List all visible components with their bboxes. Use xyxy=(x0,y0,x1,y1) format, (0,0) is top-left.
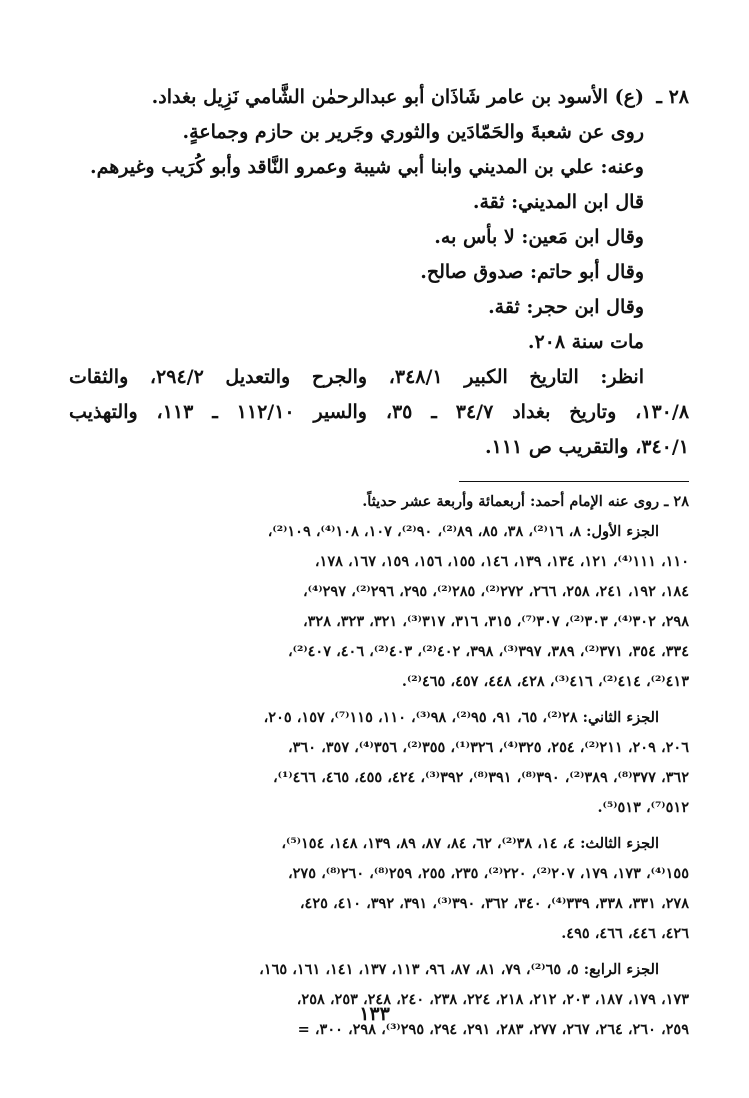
footnote-line: ٢٥٩، ٢٦٠، ٢٦٤، ٢٦٧، ٢٧٧، ٢٨٣، ٢٩١، ٢٩٤، ٢٩٥⁽³⁾، ٢٩٨، ٣٠٠، = xyxy=(297,1021,689,1038)
footnote-line: ١٧٣، ١٧٩، ١٨٧، ٢٠٣، ٢١٢، ٢١٨، ٢٢٤، ٢٣٨، ٢٤٠، ٢٤٨، ٢٥٣، ٢٥٨، xyxy=(296,991,689,1008)
footnote-line: ١٥٥⁽⁴⁾، ١٧٣، ١٧٩، ٢٠٧⁽²⁾، ٢٢٠⁽²⁾، ٢٣٥، ٢٥٥، ٢٥٩⁽⁸⁾، ٢٦٠⁽⁸⁾، ٢٧٥، xyxy=(287,865,689,882)
footnote-intro: ٢٨ ـ روى عنه الإمام أحمد: أربعمائة وأربعة عشر حديثاً. xyxy=(362,493,689,510)
references-line: انظر: التاريخ الكبير ٣٤٨/١، والجرح والتعديل ٢٩٤/٢، والثقات xyxy=(69,366,645,388)
entry-line: وقال أبو حاتم: صدوق صالح. xyxy=(420,261,644,283)
footnote xyxy=(59,487,689,1045)
footnote-line: ٥١٢⁽⁷⁾، ٥١٣⁽⁵⁾. xyxy=(597,799,689,816)
footnote-line: الجزء الأول: ٨، ١٦⁽²⁾، ٣٨، ٨٥، ٨٩⁽²⁾، ٩٠⁽²⁾، ١٠٧، ١٠٨⁽⁴⁾، ١٠٩⁽²⁾، xyxy=(267,523,659,540)
references-line: ٣٤٠/١، والتقريب ص ١١١. xyxy=(485,436,689,458)
footnote-line: ١١٠، ١١١⁽⁴⁾، ١٢١، ١٣٤، ١٣٩، ١٤٦، ١٥٥، ١٥٦، ١٥٩، ١٦٧، ١٧٨، xyxy=(314,553,689,570)
footnote-line: ٣٦٢، ٣٧٧⁽⁸⁾، ٣٨٩⁽²⁾، ٣٩٠⁽⁸⁾، ٣٩١⁽⁸⁾، ٣٩٢⁽³⁾، ٤٢٤، ٤٥٥، ٤٦٥، ٤٦٦⁽¹⁾، xyxy=(272,769,689,786)
biography-entry xyxy=(69,80,689,465)
entry-heading-line xyxy=(69,80,689,115)
page-number: ١٣٣ xyxy=(359,1003,390,1025)
footnote-line: ٤٢٦، ٤٤٦، ٤٦٦، ٤٩٥. xyxy=(561,925,689,942)
footnote-divider xyxy=(459,481,689,482)
footnote-line: ١٨٤، ١٩٢، ٢٤١، ٢٥٨، ٢٦٦، ٢٧٢⁽²⁾، ٢٨٥⁽²⁾، ٢٩٥، ٢٩٦⁽²⁾، ٢٩٧⁽⁴⁾، xyxy=(302,583,689,600)
footnote-line: الجزء الثالث: ٤، ١٤، ٣٨⁽²⁾، ٦٢، ٨٤، ٨٧، ٨٩، ١٣٩، ١٤٨، ١٥٤⁽⁵⁾، xyxy=(281,835,659,852)
footnote-line: ٢٧٨، ٣٣١، ٣٣٨، ٣٣٩⁽⁴⁾، ٣٤٠، ٣٦٢، ٣٩٠⁽³⁾، ٣٩١، ٣٩٢، ٤١٠، ٤٢٥، xyxy=(299,895,689,912)
entry-line: وقال ابن حجر: ثقة. xyxy=(488,296,644,318)
footnote-line: ٢٩٨، ٣٠٢⁽⁴⁾، ٣٠٣⁽²⁾، ٣٠٧⁽⁷⁾، ٣١٥، ٣١٦، ٣١٧⁽³⁾، ٣٢١، ٣٢٣، ٣٢٨، xyxy=(302,613,689,630)
entry-line: وعنه: علي بن المديني وابنا أبي شيبة وعمرو النَّاقد وأبو كُرَيب وغيرهم. xyxy=(90,156,644,178)
footnote-line: الجزء الثاني: ٢٨⁽²⁾، ٦٥، ٩١، ٩٥⁽²⁾، ٩٨⁽³⁾، ١١٠، ١١٥⁽⁷⁾، ١٥٧، ٢٠٥، xyxy=(263,709,659,726)
footnote-line: ٤١٣⁽²⁾، ٤١٤⁽²⁾، ٤١٦⁽³⁾، ٤٢٨، ٤٤٨، ٤٥٧، ٤٦٥⁽²⁾. xyxy=(401,673,689,690)
entry-number: ٢٨ ـ xyxy=(656,86,689,108)
footnote-line: ٣٣٤، ٣٥٤، ٣٧١⁽²⁾، ٣٨٩، ٣٩٧⁽³⁾، ٣٩٨، ٤٠٢⁽²⁾، ٤٠٣⁽²⁾، ٤٠٦، ٤٠٧⁽²⁾، xyxy=(287,643,689,660)
references-line: ١٣٠/٨، وتاريخ بغداد ٣٤/٧ ـ ٣٥، والسير ١١٢/١٠ ـ ١١٣، والتهذيب xyxy=(69,401,689,423)
footnote-line: الجزء الرابع: ٥، ٦٥⁽²⁾، ٧٩، ٨١، ٨٧، ٩٦، ١١٣، ١٣٧، ١٤١، ١٦١، ١٦٥، xyxy=(259,961,659,978)
entry-line: روى عن شعبةَ والحَمّادَين والثوري وجَرير بن حازم وجماعةٍ. xyxy=(182,121,644,143)
footnote-line: ٢٠٦، ٢٠٩، ٢١١⁽²⁾، ٢٥٤، ٣٢٥⁽⁴⁾، ٣٢٦⁽¹⁾، ٣٥٥⁽²⁾، ٣٥٦⁽⁴⁾، ٣٥٧، ٣٦٠، xyxy=(287,739,689,756)
entry-heading: (ع) الأسود بن عامر شَاذَان أبو عبدالرحمٰن الشَّامي نَزِيل بغداد. xyxy=(151,86,644,108)
entry-line: وقال ابن مَعين: لا بأس به. xyxy=(434,226,644,248)
entry-line: مات سنة ٢٠٨. xyxy=(527,331,644,353)
entry-line: قال ابن المديني: ثقة. xyxy=(472,191,644,213)
